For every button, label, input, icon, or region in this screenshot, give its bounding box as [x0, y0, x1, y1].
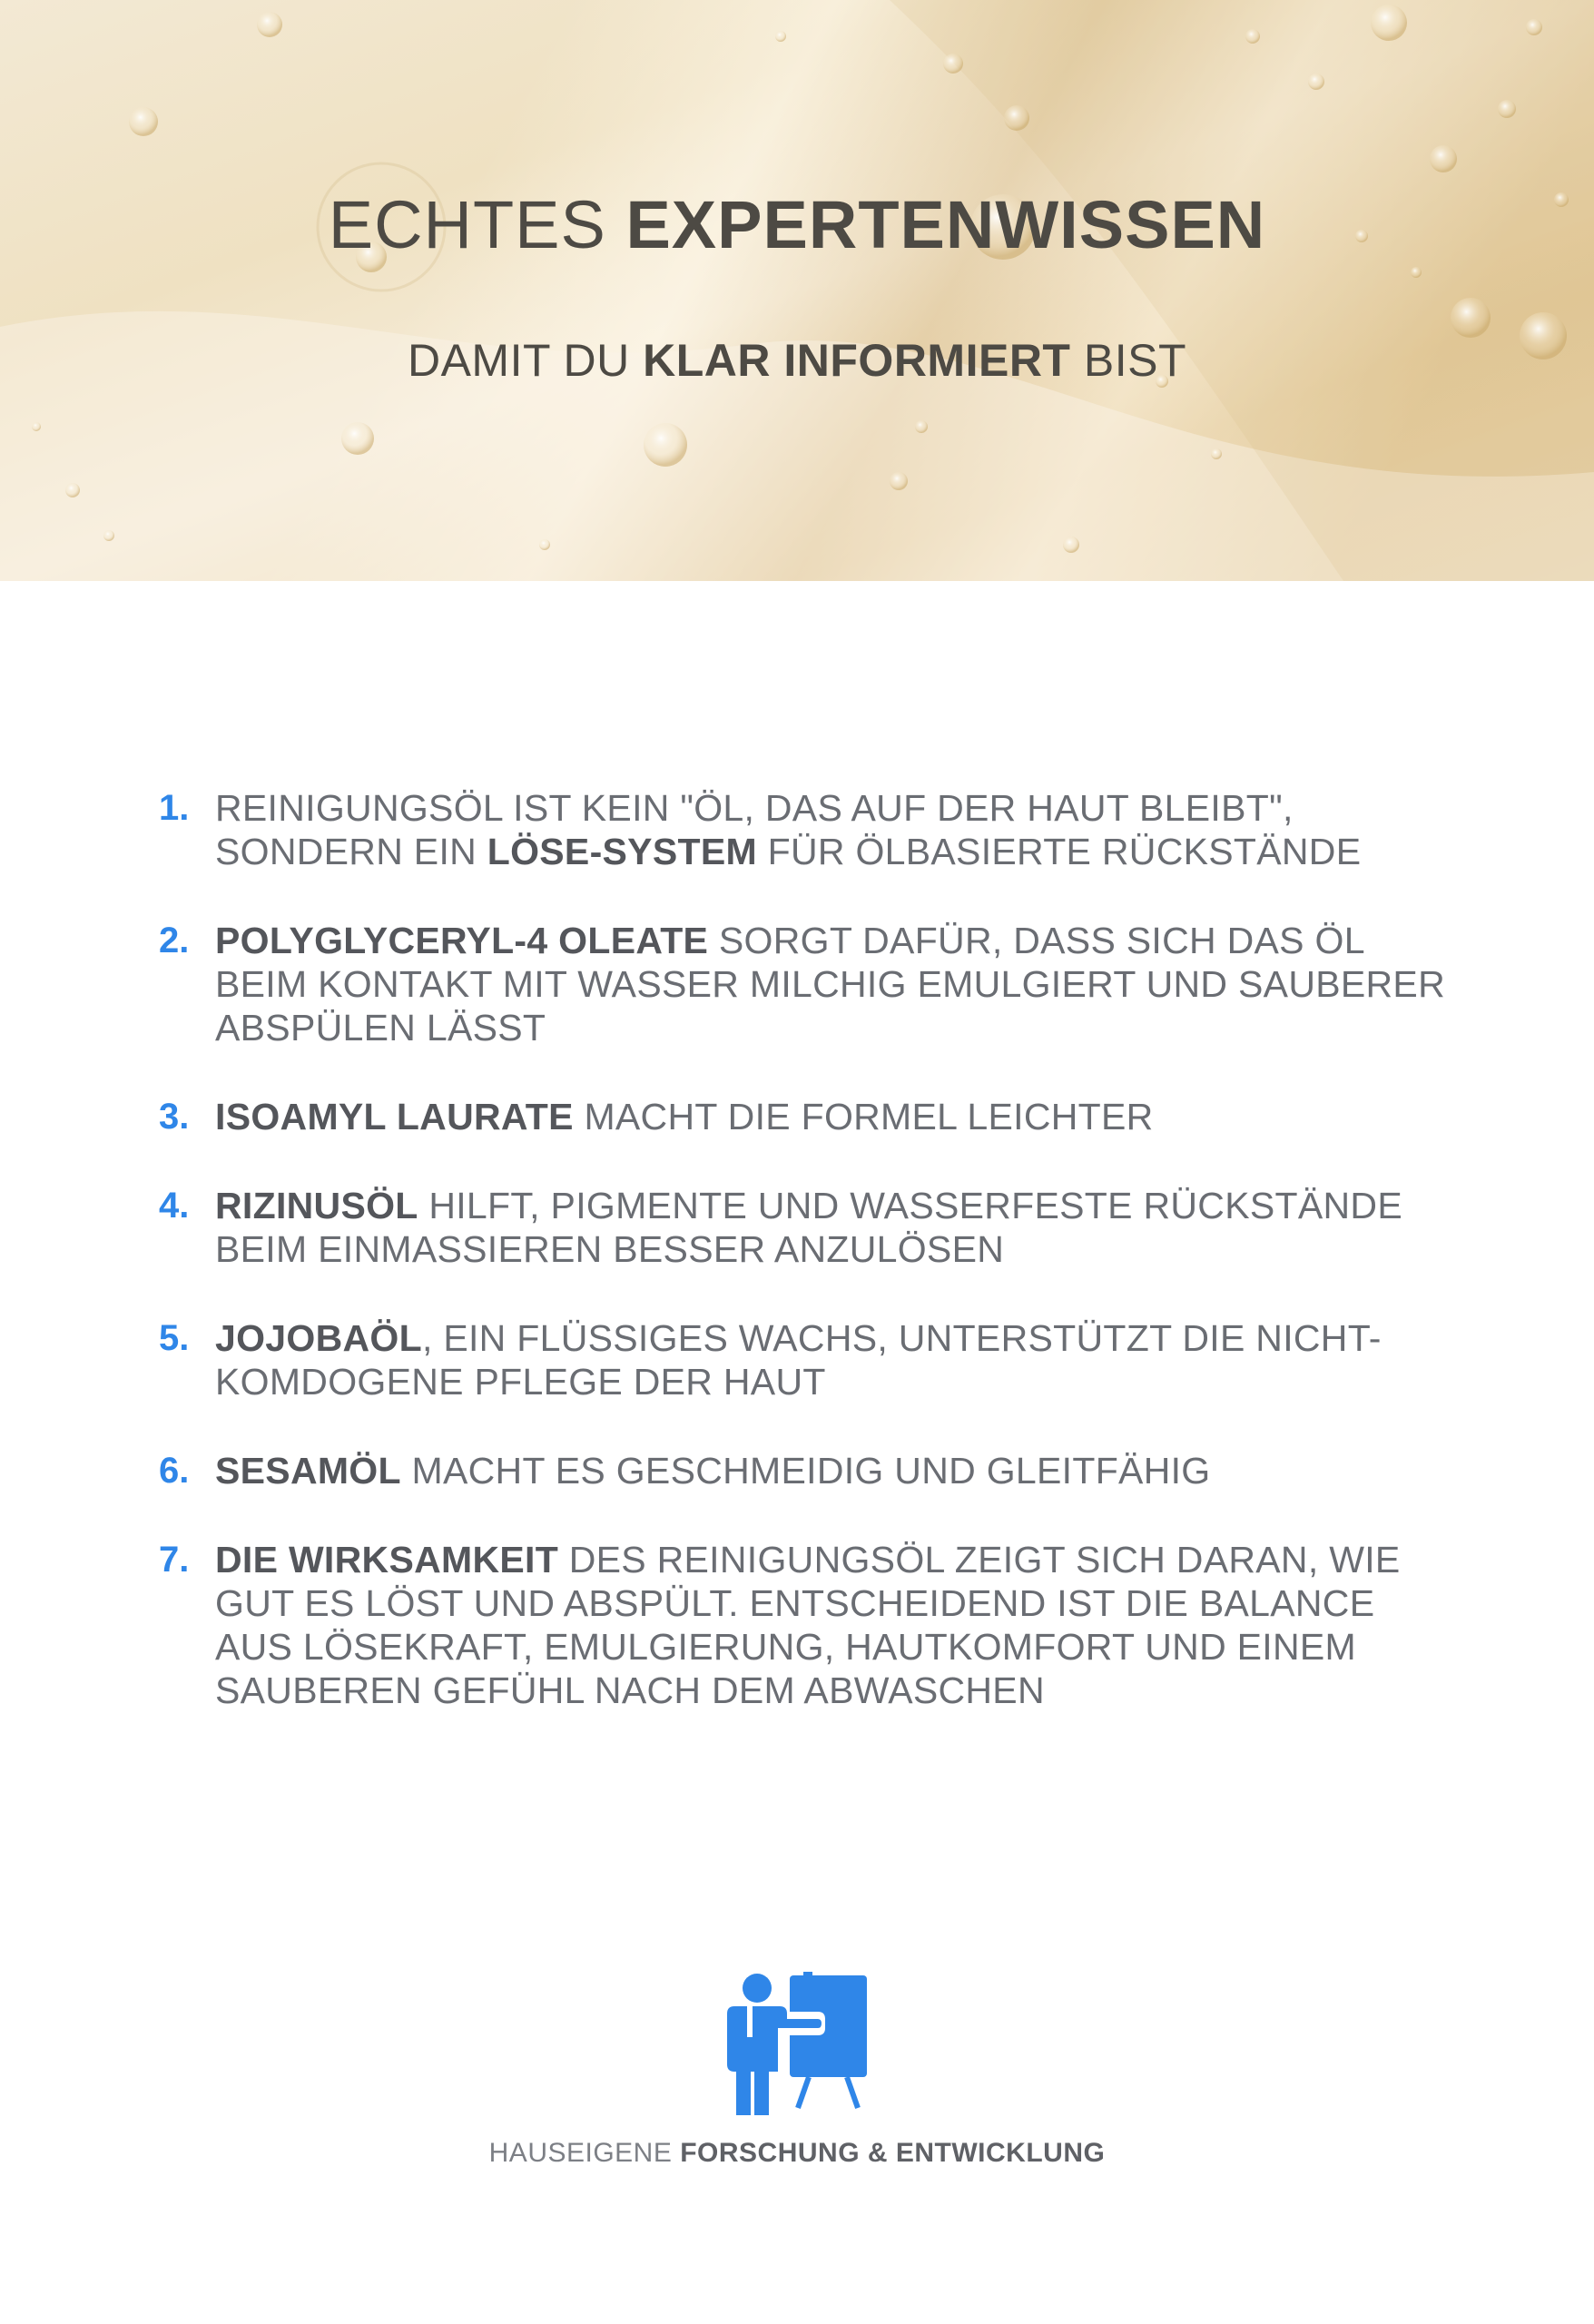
list-item [159, 1316, 1448, 1403]
subtitle-bold: KLAR INFORMIERT [643, 335, 1071, 386]
item-rest: MACHT DIE FORMEL LEICHTER [573, 1096, 1154, 1137]
facts-list [159, 786, 1448, 1758]
item-bold: POLYGLYCERYL-4 OLEATE [215, 920, 709, 961]
item-number: 5. [159, 1318, 190, 1358]
item-bold: RIZINUSÖL [215, 1185, 418, 1226]
footer-label-bold: FORSCHUNG & ENTWICKLUNG [680, 2138, 1106, 2168]
item-rest: MACHT ES GESCHMEIDIG UND GLEITFÄHIG [400, 1450, 1211, 1492]
item-number: 4. [159, 1186, 190, 1226]
footer-label-regular: HAUSEIGENE [488, 2138, 673, 2168]
list-item [159, 919, 1448, 1049]
item-bold: SESAMÖL [215, 1450, 401, 1492]
item-rest: SORGT DAFÜR, DASS SICH DAS ÖL BEIM KONTAKT MIT WASSER MILCHIG EMULGIERT UND SAUBERER ABSPÜLEN LÄSST [215, 920, 1445, 1049]
item-rest: DES REINIGUNGSÖL ZEIGT SICH DARAN, WIE GUT ES LÖST UND ABSPÜLT. ENTSCHEIDEND IST DIE BALANCE AUS LÖSEKRAFT, EMULGIERUNG, HAUTKOMFORT UND EINEM SAUBEREN GEFÜHL NACH DEM ABWASCHEN [215, 1539, 1401, 1711]
item-text [215, 786, 1448, 873]
page-title [0, 186, 1594, 263]
item-number: 1. [159, 788, 190, 828]
item-rest: , EIN FLÜSSIGES WACHS, UNTERSTÜTZT DIE NICHT-KOMDOGENE PFLEGE DER HAUT [215, 1317, 1382, 1403]
list-item [159, 1184, 1448, 1271]
page-subtitle [0, 334, 1594, 387]
item-text [215, 1449, 1448, 1492]
item-bold: DIE WIRKSAMKEIT [215, 1539, 559, 1581]
item-number: 2. [159, 921, 190, 960]
item-text [215, 1095, 1448, 1138]
subtitle-part2: BIST [1083, 335, 1187, 386]
item-text [215, 1184, 1448, 1271]
footer-label [0, 2138, 1594, 2169]
bubbles-background [0, 0, 1594, 581]
title-bold: EXPERTENWISSEN [625, 187, 1266, 262]
hero-banner [0, 0, 1594, 581]
title-regular: ECHTES [328, 187, 606, 262]
item-text [215, 919, 1448, 1049]
subtitle-part1: DAMIT DU [407, 335, 630, 386]
item-bold: JOJOBAÖL [215, 1317, 422, 1359]
item-text [215, 1316, 1448, 1403]
presenter-whiteboard-icon [723, 1972, 871, 2117]
item-text [215, 1538, 1448, 1712]
item-number: 6. [159, 1451, 190, 1491]
item-bold: ISOAMYL LAURATE [215, 1096, 574, 1137]
item-number: 3. [159, 1097, 190, 1137]
list-item [159, 1449, 1448, 1492]
list-item [159, 786, 1448, 873]
list-item [159, 1538, 1448, 1712]
item-number: 7. [159, 1540, 190, 1580]
list-item [159, 1095, 1448, 1138]
item-bold: LÖSE-SYSTEM [487, 831, 757, 872]
item-rest: HILFT, PIGMENTE UND WASSERFESTE RÜCKSTÄNDE BEIM EINMASSIEREN BESSER ANZULÖSEN [215, 1185, 1402, 1270]
item-rest: FÜR ÖLBASIERTE RÜCKSTÄNDE [756, 831, 1362, 872]
item-lead: REINIGUNGSÖL IST KEIN "ÖL, DAS AUF DER HAUT BLEIBT", SONDERN EIN [215, 787, 1294, 872]
